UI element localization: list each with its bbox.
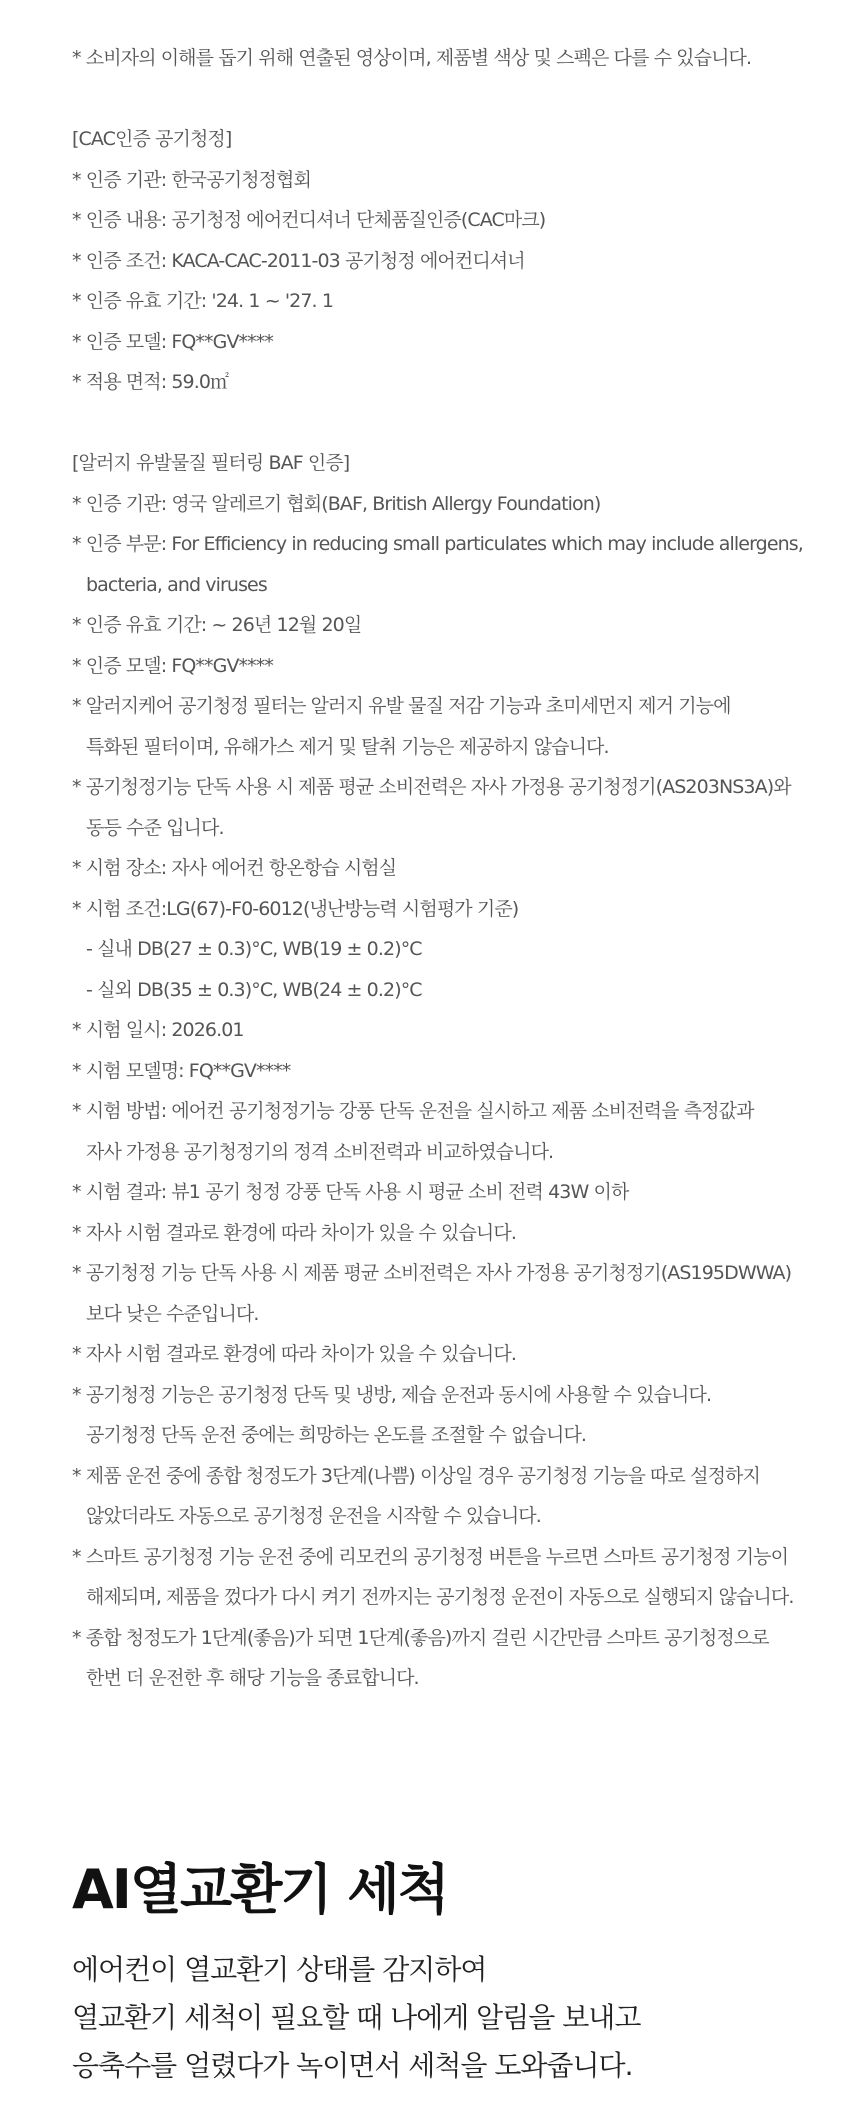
note-line: * 자사 시험 결과로 환경에 따라 차이가 있을 수 있습니다. [72, 1343, 516, 1365]
note-line: * 인증 내용: 공기청정 에어컨디셔너 단체품질인증(CAC마크) [72, 209, 546, 231]
note-line: * 인증 기관: 한국공기청정협회 [72, 168, 311, 191]
section-description [72, 1946, 832, 2090]
note-line: 보다 낮은 수준입니다. [86, 1302, 259, 1325]
note-line: * 인증 유효 기간: ~ 26년 12월 20일 [72, 614, 362, 636]
note-line: 한번 더 운전한 후 해당 기능을 종료합니다. [86, 1667, 419, 1689]
note-line: * 공기청정 기능 단독 사용 시 제품 평균 소비전력은 자사 가정용 공기청정기(AS195DWWA) [72, 1262, 792, 1284]
note-line: * 시험 방법: 에어컨 공기청정기능 강풍 단독 운전을 실시하고 제품 소비전력을 측정값과 [72, 1100, 754, 1122]
description-line: 열교환기 세척이 필요할 때 나에게 알림을 보내고 [72, 2001, 641, 2034]
section-title: AI열교환기 세척 [72, 1858, 448, 1921]
note-line: [CAC인증 공기청정] [72, 128, 232, 150]
note-line: 공기청정 단독 운전 중에는 희망하는 온도를 조절할 수 없습니다. [86, 1424, 587, 1446]
note-line: * 인증 모델: FQ**GV**** [72, 654, 273, 677]
note-line: 않았더라도 자동으로 공기청정 운전을 시작할 수 있습니다. [86, 1505, 541, 1527]
note-line: * 소비자의 이해를 돕기 위해 연출된 영상이며, 제품별 색상 및 스펙은 다를 수 있습니다. [72, 47, 752, 69]
note-line: * 인증 조건: KACA-CAC-2011-03 공기청정 에어컨디셔너 [72, 249, 525, 272]
note-line: * 인증 유효 기간: '24. 1 ~ '27. 1 [72, 290, 334, 312]
note-line: * 시험 장소: 자사 에어컨 항온항습 시험실 [72, 857, 397, 879]
note-line: * 시험 일시: 2026.01 [72, 1019, 244, 1041]
note-line: * 자사 시험 결과로 환경에 따라 차이가 있을 수 있습니다. [72, 1221, 516, 1244]
note-line: - 실내 DB(27 ± 0.3)°C, WB(19 ± 0.2)°C [86, 938, 422, 960]
note-line: * 인증 부문: For Efficiency in reducing small particulates which may include allergens, [72, 533, 803, 555]
note-line: 특화된 필터이며, 유해가스 제거 및 탈취 기능은 제공하지 않습니다. [86, 735, 609, 758]
note-line: bacteria, and viruses [86, 573, 267, 596]
spacer [72, 79, 792, 120]
description-line: 에어컨이 열교환기 상태를 감지하여 [72, 1953, 487, 1986]
note-line: * 제품 운전 중에 종합 청정도가 3단계(나쁨) 이상일 경우 공기청정 기능을 따로 설정하지 [72, 1464, 760, 1487]
note-line: * 시험 모델명: FQ**GV**** [72, 1059, 291, 1082]
note-line: 해제되며, 제품을 껐다가 다시 켜기 전까지는 공기청정 운전이 자동으로 실행되지 않습니다. [86, 1586, 794, 1608]
description-line: 응축수를 얼렸다가 녹이면서 세척을 도와줍니다. [72, 2049, 633, 2082]
note-line: * 공기청정 기능은 공기청정 단독 및 냉방, 제습 운전과 동시에 사용할 수 있습니다. [72, 1383, 712, 1406]
note-line: 자사 가정용 공기청정기의 정격 소비전력과 비교하였습니다. [86, 1140, 554, 1163]
note-line: * 시험 결과: 뷰1 공기 청정 강풍 단독 사용 시 평균 소비 전력 43W 이하 [72, 1181, 629, 1203]
note-line: * 알러지케어 공기청정 필터는 알러지 유발 물질 저감 기능과 초미세먼지 제거 기능에 [72, 695, 731, 717]
note-line: * 시험 조건:LG(67)-F0-6012(냉난방능력 시험평가 기준) [72, 897, 519, 920]
note-line: 동등 수준 입니다. [86, 816, 224, 839]
note-line: * 적용 면적: 59.0㎡ [72, 371, 229, 393]
note-line: * 공기청정기능 단독 사용 시 제품 평균 소비전력은 자사 가정용 공기청정기(AS203NS3A)와 [72, 776, 791, 798]
note-line: * 종합 청정도가 1단계(좋음)가 되면 1단계(좋음)까지 걸린 시간만큼 스마트 공기청정으로 [72, 1626, 769, 1649]
note-line: * 인증 기관: 영국 알레르기 협회(BAF, British Allergy Foundation) [72, 492, 601, 515]
disclaimer-notes [72, 38, 803, 1699]
feature-section [72, 1858, 832, 2090]
note-line: * 스마트 공기청정 기능 운전 중에 리모컨의 공기청정 버튼을 누르면 스마트 공기청정 기능이 [72, 1545, 789, 1568]
spacer [72, 403, 792, 444]
note-line: - 실외 DB(35 ± 0.3)°C, WB(24 ± 0.2)°C [86, 978, 422, 1001]
note-line: * 인증 모델: FQ**GV**** [72, 330, 273, 353]
note-line: [알러지 유발물질 필터링 BAF 인증] [72, 452, 350, 474]
